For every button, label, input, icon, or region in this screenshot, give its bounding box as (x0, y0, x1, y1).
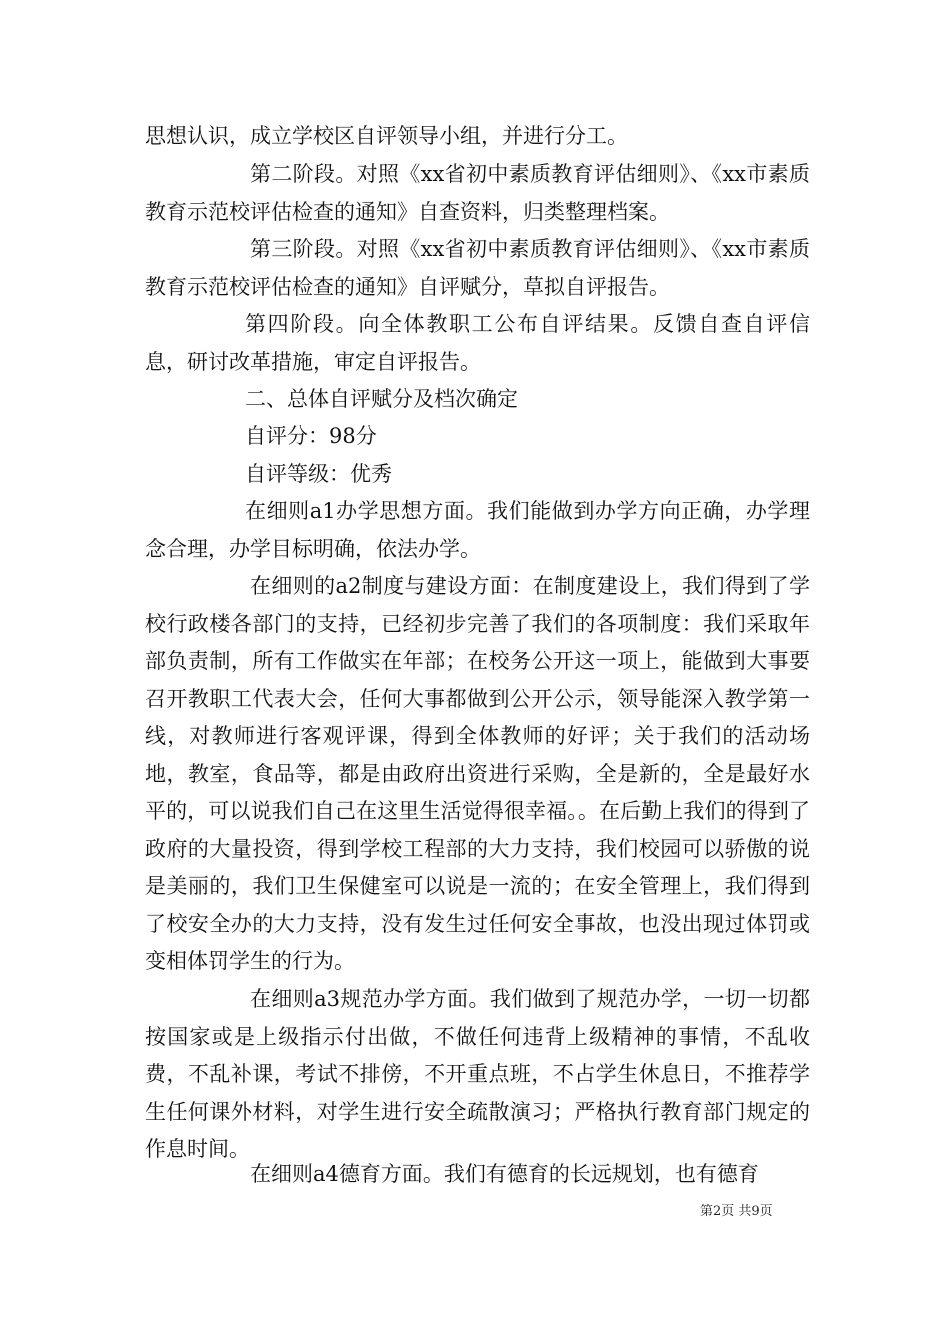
page-number: 第2页 共9页 (700, 1204, 773, 1219)
self-score: 自评分：98分 (245, 424, 377, 448)
paragraph-a3: 在细则a3规范办学方面。我们做到了规范办学，一切一切都按国家或是上级指示付出做，不做任何违背上级精神的事情，不乱收费，不乱补课，考试不排傍，不开重点班，不占学生休息日，不推荐学生任何课外材料，对学生进行安全疏散演习；严格执行教育部门规定的作息时间。 (145, 987, 810, 1161)
paragraph-a1: 在细则a1办学思想方面。我们能做到办学方向正确，办学理念合理，办学目标明确，依法办学。 (145, 499, 810, 561)
paragraph-a4: 在细则a4德育方面。我们有德育的长远规划，也有德育 (250, 1162, 759, 1186)
paragraph-1: 思想认识，成立学校区自评领导小组，并进行分工。 (145, 124, 628, 148)
paragraph-3: 第三阶段。对照《xx省初中素质教育评估细则》、《xx市素质教育示范校评估检查的通知》自评赋分，草拟自评报告。 (145, 237, 810, 299)
paragraph-2: 第二阶段。对照《xx省初中素质教育评估细则》、《xx市素质教育示范校评估检查的通知》自查资料，归类整理档案。 (145, 162, 810, 224)
paragraph-4: 第四阶段。向全体教职工公布自评结果。反馈自查自评信息，研讨改革措施，审定自评报告。 (145, 312, 810, 374)
section-heading: 二、总体自评赋分及档次确定 (245, 387, 518, 411)
self-grade: 自评等级：优秀 (245, 462, 392, 486)
paragraph-a2: 在细则的a2制度与建设方面：在制度建设上，我们得到了学校行政楼各部门的支持，已经初步完善了我们的各项制度：我们采取年部负责制，所有工作做实在年部；在校务公开这一项上，能做到大事要召开教职工代表大会，任何大事都做到公开公示，领导能深入教学第一线，对教师进行客观评课，得到全体教师的好评；关于我们的活动场地，教室，食品等，都是由政府出资进行采购，全是新的，全是最好水平的，可以说我们自己在这里生活觉得很幸福。。在后勤上我们的得到了政府的大量投资，得到学校工程部的大力支持，我们校园可以骄傲的说是美丽的，我们卫生保健室可以说是一流的；在安全管理上，我们得到了校安全办的大力支持，没有发生过任何安全事故，也没出现过体罚或变相体罚学生的行为。 (145, 574, 810, 973)
